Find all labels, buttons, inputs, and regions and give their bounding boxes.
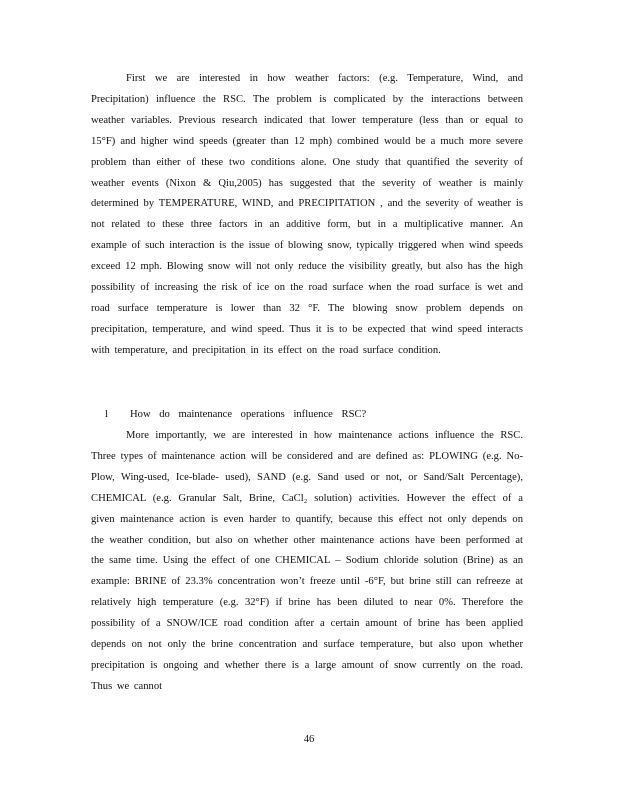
question-text: How do maintenance operations influence RSC? bbox=[130, 409, 367, 420]
body-paragraph-maintenance-actions: More importantly, we are interested in how maintenance actions influence the RSC. Three types of maintenance action will be considered and are defined as: PLOWING (e.g. No-Plow, Wing-used, Ice-blade- used), SAND (e.g. Sand used or not, or Sand/Salt Percentage), CHEMICAL (e.g. Granular Salt, Brine, CaCl₂ solution) activities. However the effect of a given maintenance action is even harder to quantify, because this effect not only depends on the weather condition, but also on whether other maintenance actions have been performed at the same time. Using the effect of one CHEMICAL – Sodium chloride solution (Brine) as an example: BRINE of 23.3% concentration won’t freeze until -6°F, but brine still can refreeze at relatively high temperature (e.g. 32°F) if brine has been diluted to near 0%. Therefore the possibility of a SNOW/ICE road condition after a certain amount of brine has been applied depends on not only the brine concentration and surface temperature, but also upon whether precipitation is ongoing and whether there is a large amount of snow currently on the road. Thus we cannot bbox=[91, 430, 523, 692]
page-number: 46 bbox=[303, 734, 315, 745]
body-paragraph-weather-factors: First we are interested in how weather factors: (e.g. Temperature, Wind, and Precipitation) influence the RSC. The problem is complicated by the interactions between weather variables. Previous research indicated that lower temperature (less than or equal to 15°F) and higher wind speeds (greater than 12 mph) combined would be a much more severe problem than either of these two conditions alone. One study that quantified the severity of weather events (Nixon & Qiu,2005) has suggested that the severity of weather is mainly determined by TEMPERATURE, WIND, and PRECIPITATION , and the severity of weather is not related to these three factors in an additive form, but in a multiplicative manner. An example of such interaction is the issue of blowing snow, typically triggered when wind speeds exceed 12 mph. Blowing snow will not only reduce the visibility greatly, but also has the high possibility of increasing the risk of ice on the road surface when the road surface is wet and road surface temperature is lower than 32 °F. The blowing snow problem depends on precipitation, temperature, and wind speed. Thus it is to be expected that wind speed interacts with temperature, and precipitation in its effect on the road surface condition. bbox=[91, 73, 523, 356]
question-number: l bbox=[105, 409, 108, 420]
question-heading bbox=[105, 405, 366, 426]
